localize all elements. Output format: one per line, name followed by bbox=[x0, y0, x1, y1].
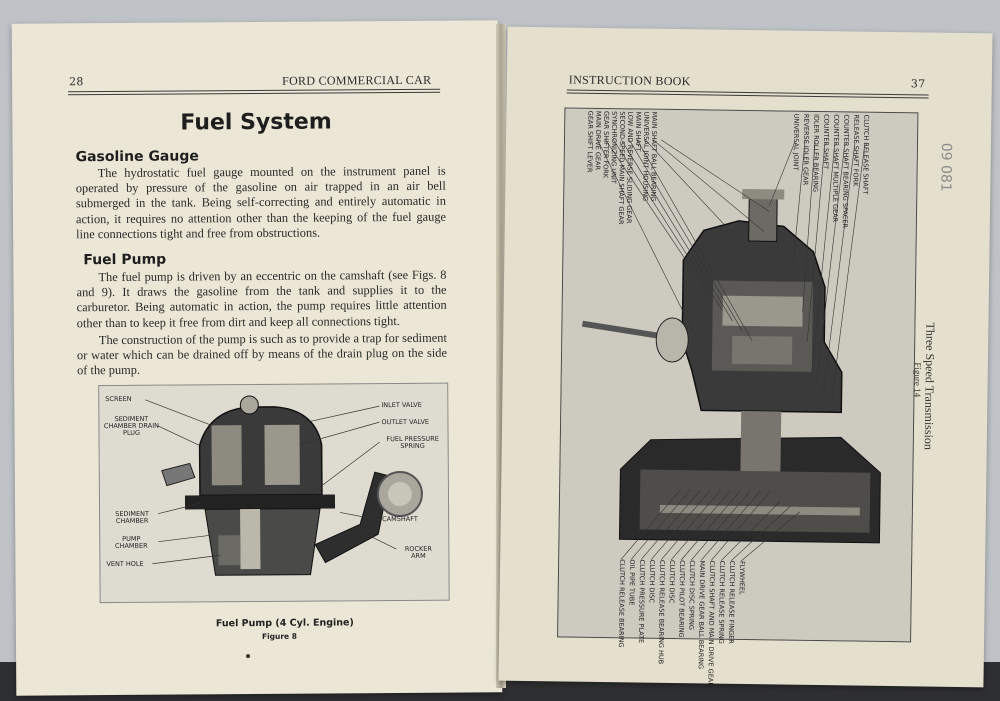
figure-label: RELEASE SHAFT FORK bbox=[851, 114, 861, 187]
figure-label: UNIVERSAL JOINT bbox=[791, 113, 801, 171]
figure-label: CLUTCH RELEASE SPRING bbox=[716, 560, 727, 644]
figure-label: REVERSE IDLER GEAR bbox=[801, 113, 811, 186]
paragraph: The construction of the pump is such as to provide a trap for sediment or water which can be drained off by means of the drain plug on the side of the pump. bbox=[76, 330, 448, 378]
figure-label: CLUTCH PRESSURE PLATE bbox=[636, 559, 647, 644]
figure-label: CLUTCH DISC bbox=[647, 559, 657, 604]
figure-label: CLUTCH RELEASE FINGER bbox=[726, 560, 737, 644]
figure-label: CLUTCH PILOT BEARING bbox=[677, 560, 687, 638]
figure-label: SEDIMENT CHAMBER DRAIN PLUG bbox=[103, 414, 160, 437]
figure-label: MAIN DRIVE GEAR BALL BEARING bbox=[696, 560, 707, 670]
pencil-note: 09 081 bbox=[937, 142, 955, 192]
left-page bbox=[12, 20, 503, 695]
transmission-figure bbox=[557, 107, 918, 687]
paragraph: The fuel pump is driven by an eccentric on the camshaft (see Figs. 8 and 9). It draws the gasoline from the tank and supplies it to the carburetor. Being automatic in action, the pump requires little attention other than to keep it free from dirt and keep all connections tight. bbox=[76, 267, 447, 330]
figure-label: ROCKER ARM bbox=[404, 544, 432, 560]
figure-label: SECOND SPEED MAIN SHAFT GEAR bbox=[616, 111, 627, 225]
right-running-head: INSTRUCTION BOOK bbox=[568, 72, 691, 89]
paragraph: The hydrostatic fuel gauge mounted on the instrument panel is operated by pressure of the gasoline on air trapped in an air bell submerged in the tank. Being self-correcting and entirely automatic in action, it requires no attention other than the keeping of the fuel gauge line connections tight and free from obstructions. bbox=[75, 163, 447, 242]
figure-label: MAIN SHAFT bbox=[633, 111, 643, 152]
figure-label: CLUTCH DISC SPRING bbox=[687, 560, 697, 631]
figure-label: VENT HOLE bbox=[106, 559, 144, 569]
figure-label: CLUTCH DISC bbox=[667, 559, 677, 604]
figure-label: CLUTCH RELEASE BEARING bbox=[616, 559, 627, 648]
figure-caption: Fuel Pump (4 Cyl. Engine) bbox=[215, 617, 354, 630]
left-running-head: FORD COMMERCIAL CAR bbox=[282, 72, 432, 88]
figure-label: CLUTCH SHAFT AND MAIN DRIVE GEAR bbox=[706, 560, 717, 687]
section-heading: Gasoline Gauge bbox=[75, 148, 199, 166]
figure-label: MAIN DRIVE GEAR bbox=[593, 110, 603, 171]
figure-caption: Three Speed Transmission bbox=[921, 322, 938, 451]
figure-label: MAIN SHAFT BALL BEARING bbox=[649, 111, 659, 202]
header-rule bbox=[68, 89, 440, 96]
figure-label: GEAR SHIFTER FORK bbox=[601, 110, 611, 179]
figure-label: CAMSHAFT bbox=[382, 514, 418, 524]
figure-label: IDLER ROLLER BEARING bbox=[811, 113, 821, 193]
left-page-number: 28 bbox=[69, 75, 84, 89]
right-page-number: 37 bbox=[910, 77, 926, 91]
figure-label: FUEL PRESSURE SPRING bbox=[386, 434, 439, 451]
section-heading: Fuel Pump bbox=[83, 251, 167, 269]
figure-label: OIL PIPE TUBE bbox=[627, 559, 637, 606]
figure-label: CLUTCH RELEASE SHAFT bbox=[861, 114, 871, 195]
figure-label: PUMP CHAMBER bbox=[114, 534, 148, 550]
header-rule bbox=[567, 89, 929, 98]
figure-label: FLYWHEEL bbox=[737, 560, 747, 595]
figure-label: SEDIMENT CHAMBER bbox=[115, 509, 149, 525]
fuel-pump-figure bbox=[98, 383, 450, 603]
page-title: Fuel System bbox=[180, 109, 332, 136]
figure-number: Figure 8 bbox=[261, 631, 298, 641]
figure-label: COUNTER SHAFT bbox=[821, 114, 831, 170]
figure-label: CLUTCH RELEASE BEARING HUB bbox=[656, 559, 667, 665]
figure-label: LOW AND REVERSE SLIDING GEAR bbox=[624, 111, 635, 224]
figure-label: COUNTER SHAFT MULTIPLE GEAR bbox=[830, 114, 841, 223]
figure-label: GEAR SHIFT LEVER bbox=[585, 110, 595, 173]
figure-label: INLET VALVE bbox=[381, 400, 422, 410]
figure-label: UNIVERSAL JOINT HOUSING bbox=[641, 111, 651, 202]
ink-mark bbox=[246, 654, 250, 658]
figure-number: Figure 14 bbox=[912, 362, 923, 398]
figure-label: OUTLET VALVE bbox=[381, 417, 430, 427]
right-page bbox=[498, 27, 992, 688]
figure-label: COUNTER SHAFT BEARING SPACER bbox=[840, 114, 851, 229]
figure-label: SCREEN bbox=[105, 394, 132, 404]
figure-label: SYNCHRONIZING UNIT bbox=[609, 111, 619, 184]
